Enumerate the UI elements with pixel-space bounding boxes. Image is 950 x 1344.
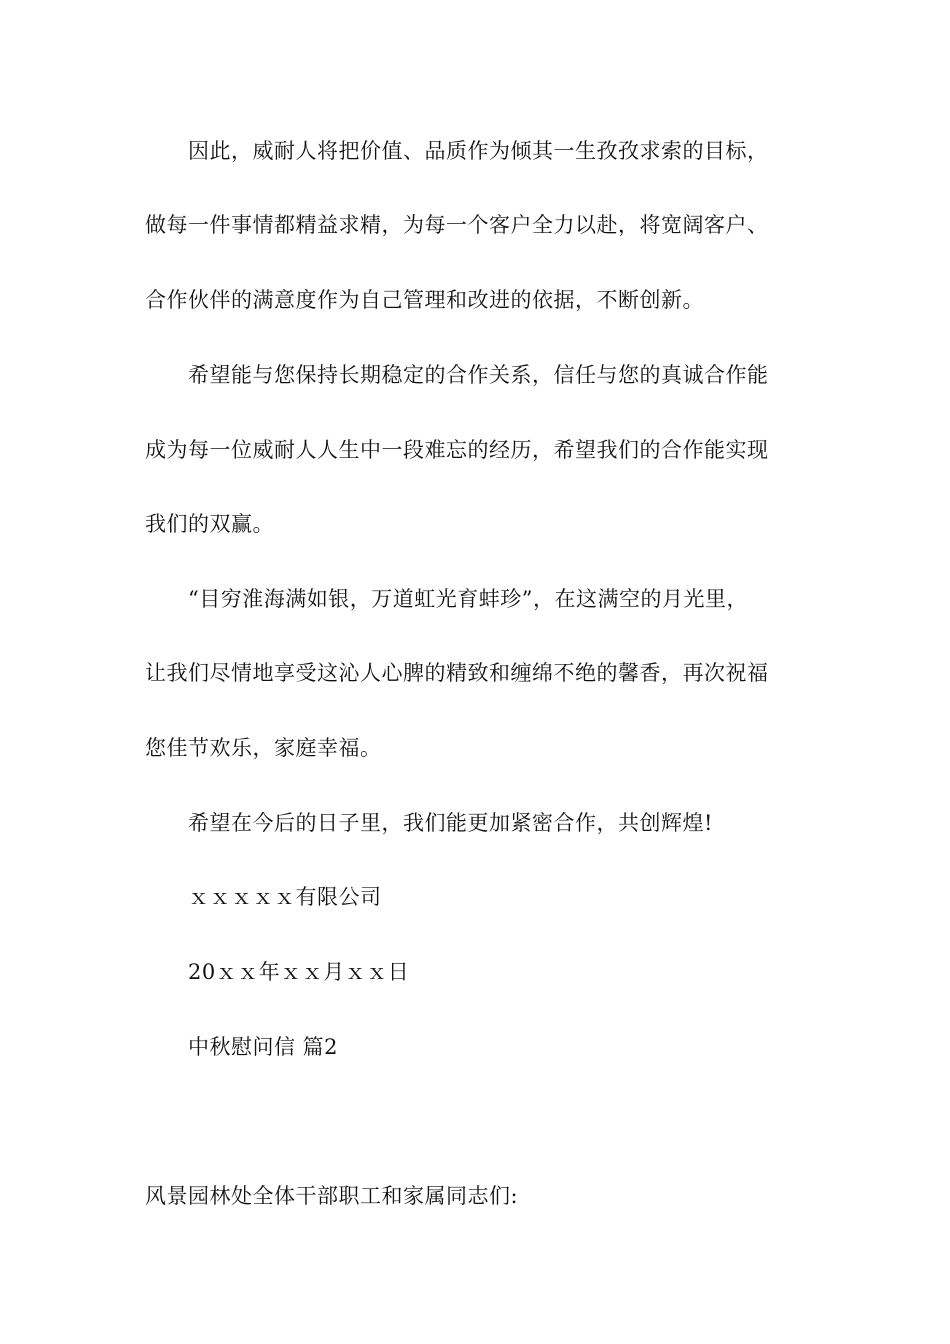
signature-date: 20ｘｘ年ｘｘ月ｘｘ日 bbox=[188, 960, 410, 984]
paragraph-1-line-2: 做每一件事情都精益求精，为每一个客户全力以赴，将宽阔客户、 bbox=[145, 213, 769, 237]
paragraph-1-line-3: 合作伙伴的满意度作为自己管理和改进的依据，不断创新。 bbox=[145, 288, 704, 312]
paragraph-3-line-2: 让我们尽情地享受这沁人心脾的精致和缠绵不绝的馨香，再次祝福 bbox=[145, 661, 769, 685]
paragraph-1-line-1: 因此，威耐人将把价值、品质作为倾其一生孜孜求索的目标， bbox=[188, 139, 769, 163]
section-heading: 中秋慰问信 篇2 bbox=[188, 1035, 339, 1059]
paragraph-2-line-1: 希望能与您保持长期稳定的合作关系，信任与您的真诚合作能 bbox=[188, 363, 769, 387]
closing-wish: 希望在今后的日子里，我们能更加紧密合作，共创辉煌! bbox=[188, 811, 713, 835]
paragraph-2-line-2: 成为每一位威耐人人生中一段难忘的经历，希望我们的合作能实现 bbox=[145, 438, 769, 462]
letter-salutation: 风景园林处全体干部职工和家属同志们: bbox=[145, 1184, 519, 1208]
paragraph-3-line-1: “目穷淮海满如银，万道虹光育蚌珍”，在这满空的月光里， bbox=[188, 587, 748, 611]
company-signature: ｘｘｘｘｘ有限公司 bbox=[188, 885, 382, 909]
paragraph-2-line-3: 我们的双赢。 bbox=[145, 512, 274, 536]
paragraph-3-line-3: 您佳节欢乐，家庭幸福。 bbox=[145, 736, 382, 760]
